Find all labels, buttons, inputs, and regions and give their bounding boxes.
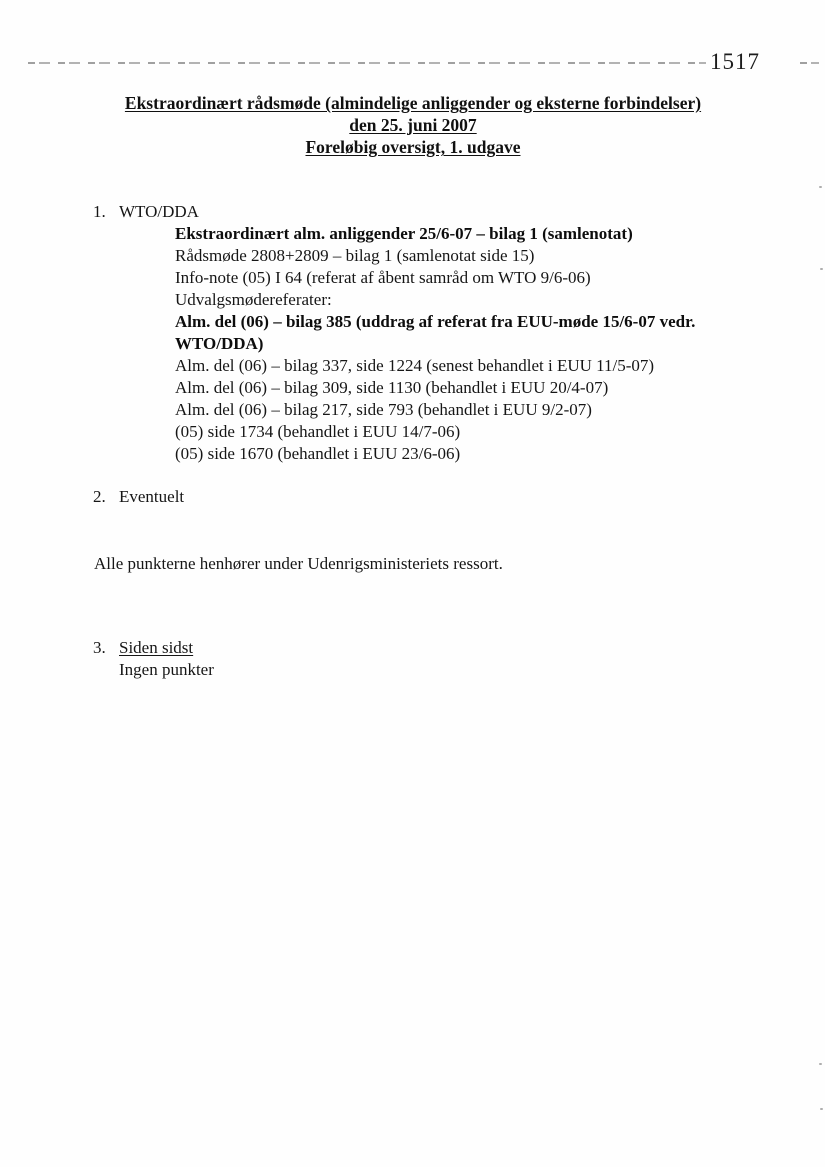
scan-speck <box>820 1108 823 1110</box>
section-2-number: 2. <box>93 487 106 506</box>
reference-line: Alm. del (06) – bilag 385 (uddrag af referat fra EUU-møde 15/6-07 vedr. WTO/DDA) <box>175 312 696 353</box>
top-dashed-rule <box>28 62 706 64</box>
reference-line: (05) side 1670 (behandlet i EUU 23/6-06) <box>175 444 461 463</box>
reference-line: (05) side 1734 (behandlet i EUU 14/7-06) <box>175 422 461 441</box>
document-title-line-2: den 25. juni 2007 <box>349 115 477 135</box>
document-title <box>60 92 766 158</box>
section-3-number: 3. <box>93 638 106 657</box>
section-3-heading: Siden sidst <box>119 638 194 657</box>
scan-speck <box>820 268 823 270</box>
section-1-number: 1. <box>93 202 106 221</box>
scan-speck <box>819 186 822 188</box>
reference-line: Udvalgsmødereferater: <box>175 290 332 309</box>
section-2-heading: Eventuelt <box>119 487 185 506</box>
scan-speck <box>819 1063 822 1065</box>
top-dashed-rule-right-segment <box>800 62 819 64</box>
reference-line: Info-note (05) I 64 (referat af åbent samråd om WTO 9/6-06) <box>175 268 591 287</box>
page-number: 1517 <box>710 49 760 74</box>
section-1-reference-list <box>175 223 760 465</box>
reference-line: Alm. del (06) – bilag 337, side 1224 (senest behandlet i EUU 11/5-07) <box>175 356 655 375</box>
reference-line: Alm. del (06) – bilag 309, side 1130 (behandlet i EUU 20/4-07) <box>175 378 609 397</box>
document-title-line-1: Ekstraordinært rådsmøde (almindelige anliggender og eksterne forbindelser) <box>124 93 702 113</box>
document-title-line-3: Foreløbig oversigt, 1. udgave <box>305 137 521 157</box>
reference-line: Alm. del (06) – bilag 217, side 793 (behandlet i EUU 9/2-07) <box>175 400 592 419</box>
reference-line: Ekstraordinært alm. anliggender 25/6-07 – bilag 1 (samlenotat) <box>175 224 633 243</box>
section-3-subline: Ingen punkter <box>119 660 214 679</box>
ressort-note: Alle punkterne henhører under Udenrigsministeriets ressort. <box>94 554 503 573</box>
reference-line: Rådsmøde 2808+2809 – bilag 1 (samlenotat side 15) <box>175 246 535 265</box>
section-1-heading: WTO/DDA <box>119 202 199 221</box>
